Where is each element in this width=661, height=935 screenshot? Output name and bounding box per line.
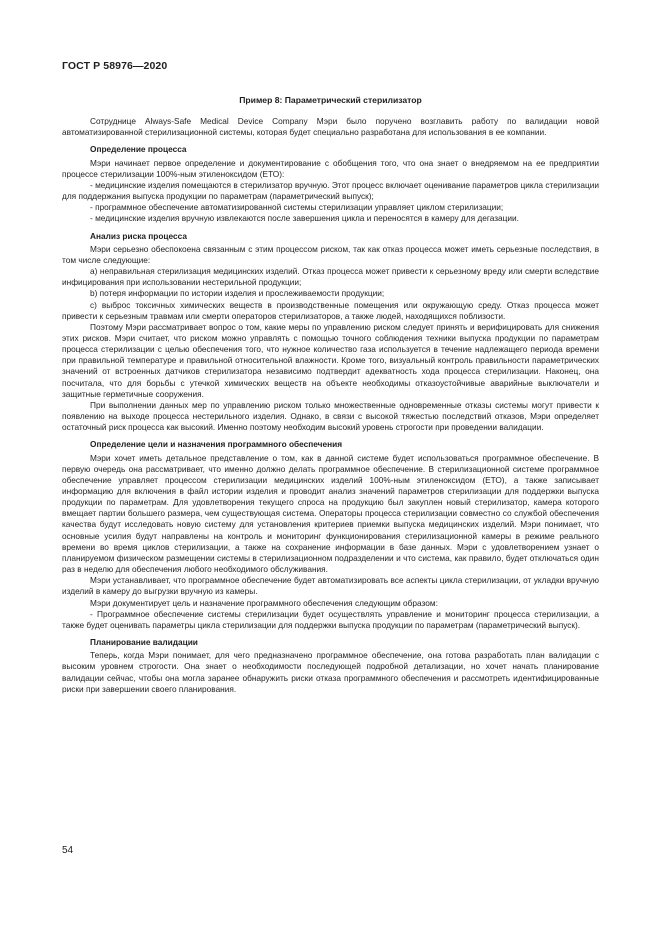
list-item: c) выброс токсичных химических веществ в производственные помещения или окружающую среду. Отказ процесса может привести к серьезным травмам или смерти операторов стерилизаторов, а также людей, находящихся поблизости. [62, 299, 599, 321]
document-body [62, 95, 599, 695]
example-title: Пример 8: Параметрический стерилизатор [239, 95, 422, 105]
paragraph: Мэри начинает первое определение и документирование с обобщения того, что она знает о внедряемом на ее предприятии процессе стерилизации 100%-ным этиленоксидом (ЕТО): [62, 157, 599, 179]
section-heading: Анализ риска процесса [90, 230, 187, 241]
list-item: а) неправильная стерилизация медицинских изделий. Отказ процесса может привести к серьезному вреду или смерти вследствие инфицирования при использовании нестерильной продукции; [62, 266, 599, 288]
list-item: - программное обеспечение автоматизированной системы стерилизации управляет циклом стерилизации; [90, 202, 504, 213]
paragraph: Теперь, когда Мэри понимает, для чего предназначено программное обеспечение, она готова разработать план валидации с высоким уровнем строгости. Она знает о необходимости последующей подробной детализации, но хочет начать планирование валидации сейчас, чтобы она могла заранее обнаружить риски отказа программного обеспечения и рассмотреть идентифицированные риски при завершении своего планирования. [62, 650, 599, 694]
list-item: - медицинские изделия вручную извлекаются после завершения цикла и переносятся в камеру для дегазации. [90, 213, 519, 224]
section-heading: Определение цели и назначения программного обеспечения [90, 439, 343, 450]
section-heading: Планирование валидации [90, 637, 198, 648]
paragraph: Мэри хочет иметь детальное представление о том, как в данной системе будет использоваться программное обеспечение. В первую очередь она рассматривает, что именно должно делать программное обеспечение. В стерилизационной системе программное обеспечение управляет процессом стерилизации медицинских изделий 100%-ным этиленоксидом (ЕТО), а также записывает информацию для включения в файл истории изделия и проводит анализ значений параметров стерилизации для поддержки выпуска продукции по параметрам. Для удовлетворения текущего спроса на продукцию был закуплен новый стерилизатор, камера которого вмещает партии большего размера, чем существующая система. Операторы процесса стерилизации совместно со службой обеспечения качества будут исследовать новую систему для установления критериев приемки выпуска медицинских изделий. Мэри понимает, что основные усилия будут направлены на контроль и мониторинг функционирования стерилизационной камеры в режиме реального времени во время циклов стерилизации, а также на сохранение информации в базе данных. Мэри с удовлетворением узнает о планируемом физическом размещении системы в стерилизационном подразделении и что система, как правило, будет отключаться один раз в неделю для обеспечения любого необходимого обслуживания. [62, 452, 599, 575]
paragraph: Мэри устанавливает, что программное обеспечение будет автоматизировать все аспекты цикла стерилизации, от укладки вручную изделий в камеру до выгрузки вручную из камеры. [62, 575, 599, 597]
list-item: b) потеря информации по истории изделия и прослеживаемости продукции; [90, 288, 385, 299]
list-item: - медицинские изделия помещаются в стерилизатор вручную. Этот процесс включает оценивание параметров цикла стерилизации для поддержания выпуска продукции по параметрам (параметрический выпуск); [62, 179, 599, 202]
list-item: - Программное обеспечение системы стерилизации будет осуществлять управление и мониторинг процесса стерилизации, а также будет оценивать параметры цикла стерилизации для поддержки выпуска продукции по параметрам (параметрический выпуск). [62, 608, 599, 630]
paragraph: При выполнении данных мер по управлению риском только множественные одновременные отказы системы могут привести к появлению на выходе процесса нестерильного изделия. Однако, в связи с высокой тяжестью последствий отказов, Мэри определяет остаточный риск процесса как высокий. Именно поэтому необходим высокий уровень строгости при проведении валидации. [62, 399, 599, 433]
paragraph: Сотруднице Always-Safe Medical Device Company Мэри было поручено возглавить работу по валидации новой автоматизированной стерилизационной системы, которая будет специально разработана для использования в ее компании. [62, 116, 599, 138]
page-number: 54 [62, 845, 74, 856]
section-heading: Определение процесса [90, 144, 187, 155]
paragraph: Поэтому Мэри рассматривает вопрос о том, какие меры по управлению риском следует принять и верифицировать для снижения этих рисков. Мэри считает, что риском можно управлять с помощью точного соблюдения техники выпуска продукции по параметрам процесса стерилизации с целью обеспечения того, что нужное количество газа используется в течение надлежащего периода времени при правильной температуре и правильной относительной влажности. Кроме того, визуальный контроль правильности параметрических значений от встроенных датчиков стерилизатора независимо подтвердит адекватность хода процесса стерилизации. Наконец, она посчитала, что для борьбы с утечкой химических веществ на объекте необходимы отказоустойчивые аварийные выключатели и защитные герметичные сооружения. [62, 321, 599, 399]
document-code: ГОСТ Р 58976—2020 [62, 60, 168, 72]
paragraph: Мэри документирует цель и назначение программного обеспечения следующим образом: [90, 597, 438, 608]
paragraph: Мэри серьезно обеспокоена связанным с этим процессом риском, так как отказ процесса может иметь серьезные последствия, в том числе следующие: [62, 243, 599, 265]
